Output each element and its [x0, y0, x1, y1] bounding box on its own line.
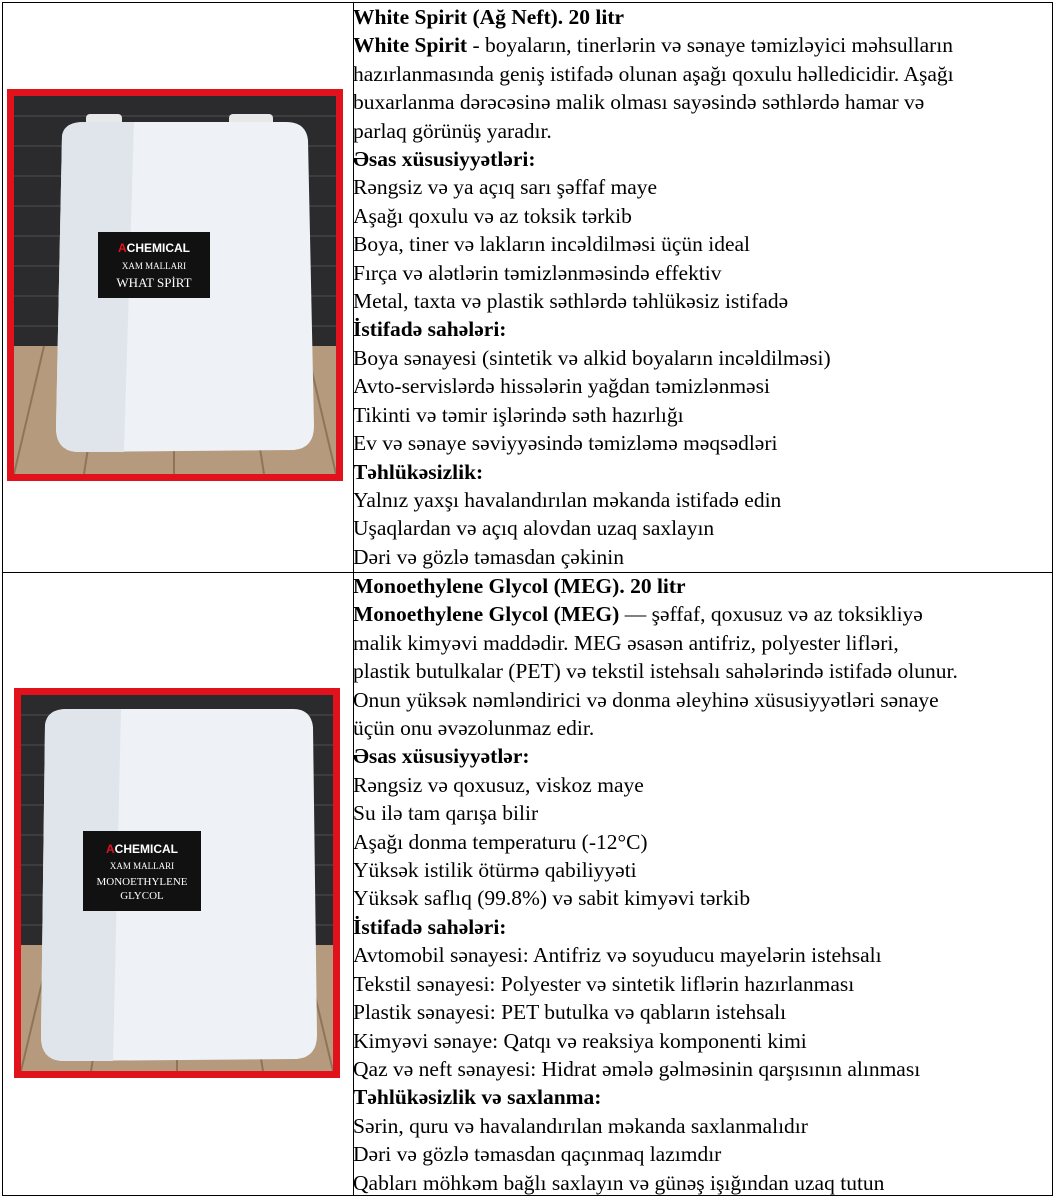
- safety-item: Qabları möhkəm bağlı saxlayın və günəş işığından uzaq tutun: [353, 1170, 885, 1195]
- safety-item: Dəri və gözlə təmasdan qaçınmaq lazımdır: [353, 1142, 722, 1167]
- white-spirit-description: [353, 3, 1051, 571]
- features-heading: Əsas xüsusiyyətlər:: [353, 744, 530, 769]
- intro-text: - boyaların, tinerlərin və sənaye təmizləyici məhsulların: [467, 33, 954, 58]
- meg-label-sub: XAM MALLARI: [109, 861, 175, 871]
- use-item: Qaz və neft sənayesi: Hidrat əmələ gəlməsinin qarşısının alınması: [353, 1056, 921, 1081]
- product-name: Monoethylene Glycol (MEG): [353, 602, 620, 627]
- safety-item: Uşaqlardan və açıq alovdan uzaq saxlayın: [353, 516, 715, 541]
- meg-canister-image: [21, 695, 333, 1071]
- feature-item: Su ilə tam qarışa bilir: [353, 801, 539, 826]
- safety-heading: Təhlükəsizlik və saxlanma:: [353, 1085, 602, 1110]
- meg-label-name-line2: GLYCOL: [120, 890, 164, 902]
- feature-item: Boya, tiner və lakların incəldilməsi üçün ideal: [353, 232, 751, 257]
- meg-label-brand: ACHEMICAL: [106, 842, 178, 856]
- product-heading: Monoethylene Glycol (MEG). 20 litr: [353, 574, 686, 598]
- use-item: Avto-servislərdə hissələrin yağdan təmizlənməsi: [353, 374, 770, 399]
- intro-line: Onun yüksək nəmləndirici və donma əleyhinə xüsusiyyətləri sənaye: [353, 687, 939, 712]
- safety-item: Dəri və gözlə təmasdan çəkinin: [353, 544, 625, 569]
- feature-item: Fırça və alətlərin təmizlənməsində effektiv: [353, 260, 722, 285]
- white-spirit-label-name: WHAT SPİRT: [116, 275, 192, 290]
- white-spirit-canister-image: [14, 96, 336, 474]
- product-heading: White Spirit (Ağ Neft). 20 litr: [353, 5, 625, 29]
- intro-line: malik kimyəvi maddədir. MEG əsasən antifriz, polyester lifləri,: [353, 630, 899, 655]
- safety-item: Yalnız yaxşı havalandırılan məkanda istifadə edin: [353, 487, 782, 512]
- meg-label-name-line1: MONOETHYLENE: [96, 876, 188, 888]
- intro-line: üçün onu əvəzolunmaz edir.: [353, 716, 595, 741]
- use-item: Plastik sənayesi: PET butulka və qabların istehsalı: [353, 1000, 787, 1025]
- use-item: Kimyəvi sənaye: Qatqı və reaksiya komponenti kimi: [353, 1028, 807, 1053]
- safety-item: Sərin, quru və havalandırılan məkanda saxlanmalıdır: [353, 1113, 808, 1138]
- uses-heading: İstifadə sahələri:: [353, 317, 507, 342]
- intro-text: — şəffaf, qoxusuz və az toksikliyə: [619, 602, 923, 627]
- white-spirit-label-sub: XAM MALLARI: [121, 261, 187, 271]
- meg-description: [353, 572, 1051, 1197]
- features-heading: Əsas xüsusiyyətləri:: [353, 147, 536, 172]
- feature-item: Yüksək saflıq (99.8%) və sabit kimyəvi tərkib: [353, 886, 751, 911]
- intro-line: parlaq görünüş yaradır.: [353, 118, 552, 143]
- white-spirit-label-brand: ACHEMICAL: [118, 241, 190, 255]
- product-name: White Spirit: [353, 33, 468, 58]
- feature-item: Yüksək istilik ötürmə qabiliyyəti: [353, 858, 637, 883]
- intro-first-line: [353, 600, 1051, 628]
- intro-line: hazırlanmasında geniş istifadə olunan aşağı qoxulu həlledicidir. Aşağı: [353, 61, 954, 86]
- use-item: Tikinti və təmir işlərində səth hazırlığı: [353, 402, 684, 427]
- white-spirit-product-photo: [7, 89, 343, 481]
- use-item: Ev və sənaye səviyyəsində təmizləmə məqsədləri: [353, 431, 778, 456]
- uses-heading: İstifadə sahələri:: [353, 914, 507, 939]
- feature-item: Rəngsiz və qoxusuz, viskoz maye: [353, 772, 644, 797]
- use-item: Avtomobil sənayesi: Antifriz və soyuducu mayelərin istehsalı: [353, 943, 882, 968]
- intro-first-line: [353, 31, 1051, 59]
- feature-item: Metal, taxta və plastik səthlərdə təhlükəsiz istifadə: [353, 289, 789, 314]
- use-item: Tekstil sənayesi: Polyester və sintetik liflərin hazırlanması: [353, 971, 855, 996]
- safety-heading: Təhlükəsizlik:: [353, 459, 484, 484]
- feature-item: Aşağı donma temperaturu (-12°C): [353, 829, 648, 854]
- feature-item: Rəngsiz və ya açıq sarı şəffaf maye: [353, 175, 658, 200]
- meg-product-photo: [14, 688, 340, 1078]
- intro-line: buxarlanma dərəcəsinə malik olması sayəsində səthlərdə hamar və: [353, 90, 925, 115]
- use-item: Boya sənayesi (sintetik və alkid boyaların incəldilməsi): [353, 345, 831, 370]
- feature-item: Aşağı qoxulu və az toksik tərkib: [353, 203, 632, 228]
- intro-line: plastik butulkalar (PET) və tekstil istehsalı sahələrində istifadə olunur.: [353, 659, 958, 684]
